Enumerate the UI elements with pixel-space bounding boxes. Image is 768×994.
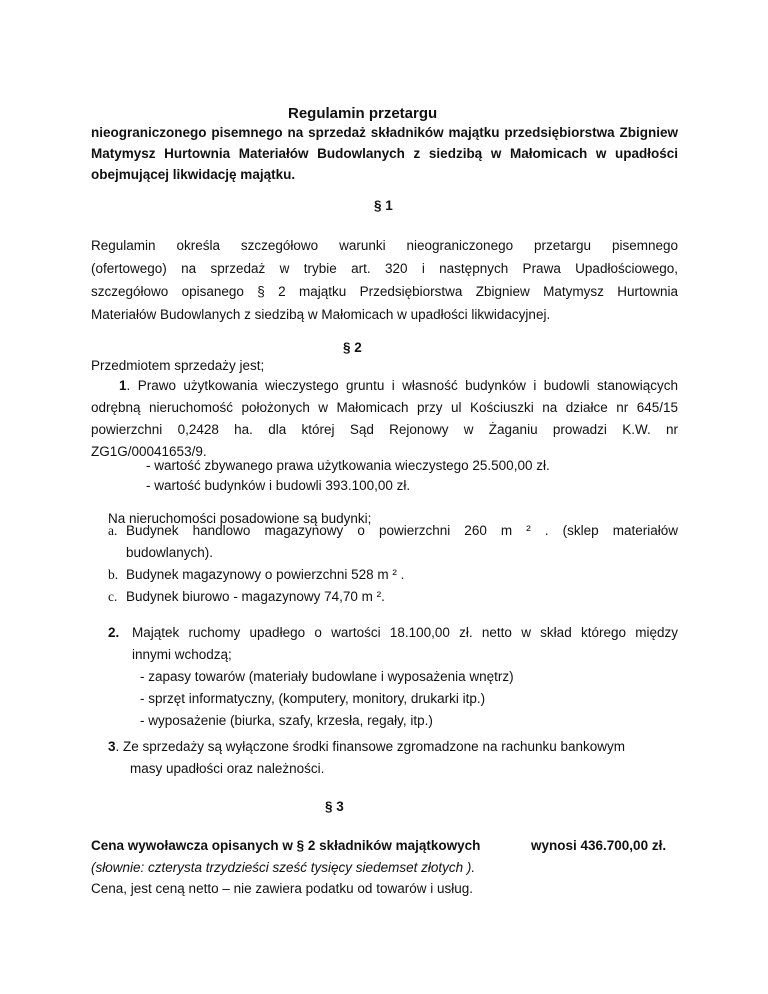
item-2-line: Majątek ruchomy upadłego o wartości 18.100,00 zł. netto w skład którego między xyxy=(132,625,678,640)
document-subtitle xyxy=(91,122,678,185)
item-3-line: 3. Ze sprzedaży są wyłączone środki finansowe zgromadzone na rachunku bankowym xyxy=(108,739,626,754)
subtitle-line: obejmującej likwidację majątku. xyxy=(91,167,296,182)
item-1-value-buildings: - wartość budynków i budowli 393.100,00 zł. xyxy=(146,478,411,493)
building-marker: b. xyxy=(108,567,119,582)
section-2-intro: Przedmiotem sprzedaży jest; xyxy=(91,358,265,373)
price-in-words: (słownie: czterysta trzydzieści sześć tysięcy siedemset złotych ). xyxy=(91,860,476,875)
item-2-dash-item: - zapasy towarów (materiały budowlane i wyposażenia wnętrz) xyxy=(140,669,514,684)
item-3 xyxy=(108,736,678,780)
item-3-number: 3 xyxy=(108,739,116,754)
item-1-line: odrębną nieruchomość położonych w Małomicach przy ul Kościuszki na działce nr 645/15 xyxy=(91,400,678,415)
building-marker: a. xyxy=(108,523,118,538)
document-title: Regulamin przetargu xyxy=(288,105,438,122)
item-1-number: 1 xyxy=(119,378,127,393)
buildings-intro: Na nieruchomości posadowione są budynki; xyxy=(108,511,372,526)
price-lead: Cena wywoławcza opisanych w § 2 składników majątkowych xyxy=(91,838,481,853)
item-1-line: ZG1G/00041653/9. xyxy=(91,444,207,459)
building-marker: c. xyxy=(108,589,118,604)
section-3-heading: § 3 xyxy=(325,799,344,814)
item-2-dash-item: - sprzęt informatyczny, (komputery, monitory, drukarki itp.) xyxy=(140,691,486,706)
building-item-b xyxy=(108,564,678,586)
section-1-body xyxy=(91,234,678,326)
item-2-dash-item: - wyposażenie (biurka, szafy, krzesła, regały, itp.) xyxy=(140,713,433,728)
section-1-line: Regulamin określa szczegółowo warunki nieograniczonego przetargu pisemnego xyxy=(91,238,678,253)
building-line: budowlanych). xyxy=(126,545,214,560)
building-item-c xyxy=(108,586,678,608)
section-1-line: (ofertowego) na sprzedaż w trybie art. 320 i następnych Prawa Upadłościowego, xyxy=(91,261,678,276)
item-2-number: 2. xyxy=(108,625,120,640)
item-1-line: 1. Prawo użytkowania wieczystego gruntu i własność budynków i budowli stanowiących xyxy=(119,378,678,393)
subtitle-line: nieograniczonego pisemnego na sprzedaż składników majątku przedsiębiorstwa Zbigniew xyxy=(91,125,678,140)
item-2 xyxy=(108,622,678,732)
section-2-heading: § 2 xyxy=(343,340,362,355)
building-line: Budynek handlowo magazynowy o powierzchni 260 m ² . (sklep materiałów xyxy=(126,523,678,538)
net-price-note: Cena, jest ceną netto – nie zawiera podatku od towarów i usług. xyxy=(91,881,473,896)
item-1-line: powierzchni 0,2428 ha. dla której Sąd Rejonowy w Żaganiu prowadzi K.W. nr xyxy=(91,422,678,437)
item-1-value-right: - wartość zbywanego prawa użytkowania wieczystego 25.500,00 zł. xyxy=(146,458,550,473)
subtitle-line: Matymysz Hurtownia Materiałów Budowlanych z siedzibą w Małomicach w upadłości xyxy=(91,146,678,161)
section-1-line: Materiałów Budowlanych z siedzibą w Małomicach w upadłości likwidacyjnej. xyxy=(91,307,551,322)
buildings-list xyxy=(108,520,678,608)
item-1 xyxy=(91,375,678,463)
item-3-line: masy upadłości oraz należności. xyxy=(130,761,325,776)
building-item-a xyxy=(108,520,678,564)
price-value: wynosi 436.700,00 zł. xyxy=(531,838,667,853)
section-1-line: szczegółowo opisanego § 2 majątku Przedsiębiorstwa Zbigniew Matymysz Hurtownia xyxy=(91,284,678,299)
building-line: Budynek magazynowy o powierzchni 528 m ² . xyxy=(126,567,405,582)
section-1-heading: § 1 xyxy=(374,198,393,213)
item-2-line: innymi wchodzą; xyxy=(132,647,232,662)
building-line: Budynek biurowo - magazynowy 74,70 m ². xyxy=(126,589,385,604)
